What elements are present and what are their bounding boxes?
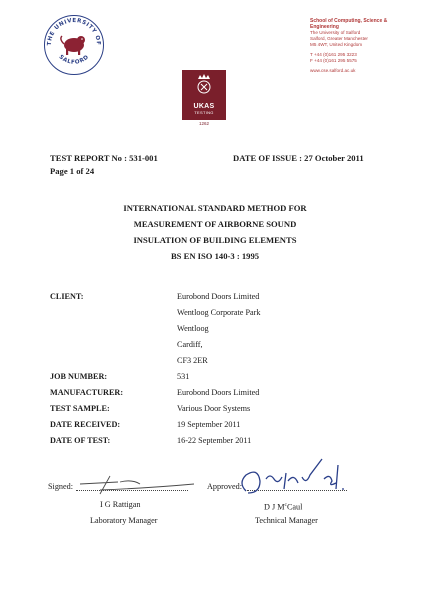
svg-text:SALFORD: [58, 54, 91, 66]
manufacturer-label: MANUFACTURER:: [50, 388, 124, 397]
manufacturer-value: Eurobond Doors Limited: [177, 388, 260, 397]
client-address-line: Cardiff,: [177, 340, 203, 349]
signed-label: Signed:: [48, 482, 74, 491]
approved-label: Approved:: [207, 482, 243, 491]
signer-title: Laboratory Manager: [90, 516, 158, 525]
ukas-accreditation-mark: [182, 70, 226, 120]
lion-emblem-icon: [61, 36, 85, 55]
rattigan-signature: [70, 470, 200, 500]
date-received-value: 19 September 2011: [177, 420, 241, 429]
address-line-3: M5 4WT, United Kingdom: [310, 42, 363, 48]
seal-text-bottom: SALFORD: [57, 54, 91, 66]
school-name-line-2: Engineering: [310, 24, 339, 31]
school-address-block: [310, 18, 420, 74]
ukas-sub-label: TESTING: [194, 110, 214, 115]
client-address-line: Wentloog Corporate Park: [177, 308, 261, 317]
crown-icon: [182, 70, 226, 98]
ukas-label: UKAS: [193, 103, 215, 110]
seal-text-top: THE UNIVERSITY OF: [46, 17, 102, 46]
report-title-standard: BS EN ISO 140-3 : 1995: [170, 251, 260, 261]
test-sample-label: TEST SAMPLE:: [50, 404, 110, 413]
address-line-1: The University of Salford: [310, 30, 361, 36]
report-title-line-2: MEASUREMENT OF AIRBORNE SOUND: [133, 219, 297, 229]
job-number-label: JOB NUMBER:: [50, 372, 108, 381]
job-number-value: 531: [177, 372, 190, 381]
test-sample-value: Various Door Systems: [177, 404, 251, 413]
report-title-line-1: INTERNATIONAL STANDARD METHOD FOR: [123, 203, 307, 213]
university-seal-logo: [43, 14, 105, 76]
date-received-label: DATE RECEIVED:: [50, 420, 121, 429]
fax-line: F +44 (0)161 295 5575: [310, 58, 357, 64]
client-address-line: CF3 2ER: [177, 356, 208, 365]
school-name-line-1: School of Computing, Science &: [310, 18, 388, 24]
phone-line: T +44 (0)161 295 3223: [310, 52, 357, 58]
client-address-line: Wentloog: [177, 324, 209, 333]
page-count: Page 1 of 24: [50, 166, 95, 176]
address-line-2: Salford, Greater Manchester: [310, 36, 368, 42]
date-of-test-label: DATE OF TEST:: [50, 436, 111, 445]
report-title-line-3: INSULATION OF BUILDING ELEMENTS: [133, 235, 297, 245]
website-text: www.cse.salford.ac.uk: [310, 67, 356, 73]
ukas-accreditation-number: 1262: [198, 121, 209, 126]
signer-name: I G Rattigan: [100, 500, 141, 509]
test-report-number: TEST REPORT No : 531-001: [50, 153, 158, 163]
approver-name: D J $M^cCaul$: [264, 502, 303, 512]
client-address-line: Eurobond Doors Limited: [177, 292, 260, 301]
client-label: CLIENT:: [50, 292, 84, 301]
date-of-test-value: 16-22 September 2011: [177, 436, 252, 445]
approver-title: Technical Manager: [255, 516, 318, 525]
mccaul-signature: [232, 455, 352, 500]
date-of-issue: DATE OF ISSUE : 27 October 2011: [233, 153, 364, 163]
